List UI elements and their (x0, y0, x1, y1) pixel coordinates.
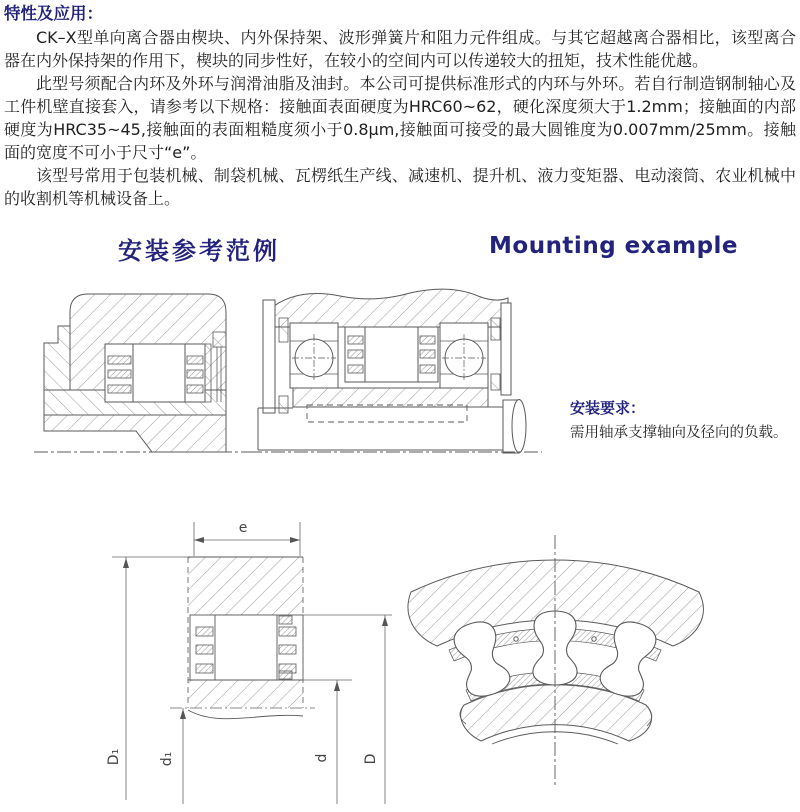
outer-ring (188, 557, 303, 615)
inner-ring (188, 680, 303, 708)
seal-strip (205, 344, 211, 402)
dim-label-d: d (314, 753, 330, 763)
left-end-plate (263, 300, 275, 413)
break-line (188, 710, 303, 719)
seal-right-top (491, 318, 500, 340)
dim-label-e: e (238, 520, 248, 536)
dim-e (194, 522, 300, 556)
keyway-dashed (307, 405, 467, 422)
housing-band (274, 289, 508, 327)
mounting-heading-cn: 安装参考范例 (118, 237, 280, 265)
seal-right-bottom (491, 374, 500, 390)
mounting-heading-en: Mounting example (489, 233, 739, 259)
inner-race (133, 344, 185, 402)
feature-paragraph-3: 该型号常用于包装机械、制袋机械、瓦楞纸生产线、减速机、提升机、液力变矩器、电动滚筒、农业机械中的收割机等机械设备上。 (4, 166, 796, 208)
left-flange (44, 326, 70, 390)
clutch-center (345, 327, 438, 382)
bearing-left (290, 323, 338, 388)
bearing-right (440, 323, 488, 388)
seal-block (213, 332, 226, 347)
seal-left-top (279, 318, 288, 342)
sprag-detail-figure (408, 535, 703, 785)
sprag-bars-left (108, 356, 131, 393)
feature-section-title: 特性及应用： (4, 4, 103, 23)
shaft-sleeve (293, 388, 488, 407)
rivet-left (514, 637, 518, 641)
mounting-figure-left (34, 294, 252, 452)
shaft-block (44, 415, 226, 452)
shaft-end-face (512, 400, 526, 453)
right-end-plate (501, 303, 511, 395)
sprag-bars-right (187, 356, 203, 393)
dim-label-D1: D₁ (106, 748, 122, 766)
seal-left-bottom (279, 396, 288, 413)
feature-paragraph-2: 此型号须配合内环及外环与润滑油脂及油封。本公司可提供标准形式的内环与外环。若自行制造钢制轴心及工件机壁直接套入，请参考以下规格：接触面表面硬度为HRC60~62，硬化深度须大于1.2mm；接触面的内部硬度为HRC35~45,接触面的表面粗糙度须小于0.8μm,接触面可接受的最大圆锥度为0.007mm/25mm。接触面的宽度不可小于尺寸“e”。 (4, 74, 796, 162)
dim-label-d1: d₁ (159, 751, 175, 767)
mounting-note-body: 需用轴承支撑轴向及径向的负载。 (570, 425, 788, 441)
feature-paragraph-1: CK–X型单向离合器由楔块、内外保持架、波形弹簧片和阻力元件组成。与其它超越离合器相比，该型离合器在内外保持架的作用下，楔块的同步性好，在较小的空间内可以传递较大的扭矩，技术性能优越。 (4, 28, 796, 70)
rivet-right (592, 637, 596, 641)
dimension-figure (112, 522, 392, 804)
mounting-figure-middle (248, 289, 542, 453)
inner-race (215, 615, 277, 680)
shaft (258, 400, 526, 454)
mounting-note-title: 安装要求： (570, 399, 646, 417)
dim-label-D: D (363, 753, 379, 765)
